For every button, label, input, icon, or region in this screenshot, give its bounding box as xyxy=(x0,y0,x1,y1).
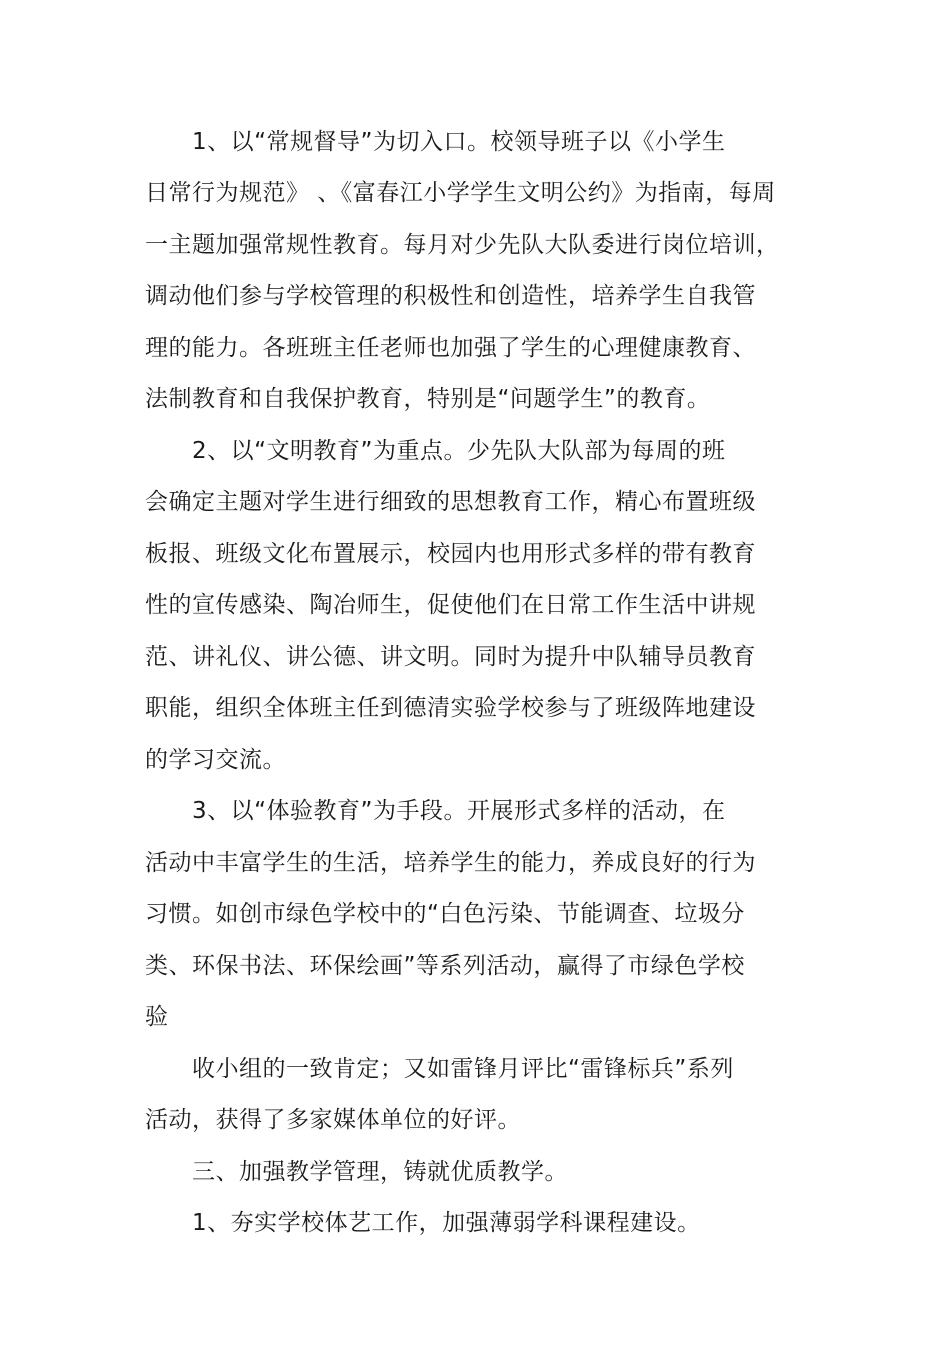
text-line: 一主题加强常规性教育。每月对少先队大队委进行岗位培训， xyxy=(145,232,780,258)
text-line: 的学习交流。 xyxy=(145,747,286,773)
text-line: 日常行为规范》 、《富春江小学学生文明公约》为指南，每周 xyxy=(145,180,776,206)
text-line: 活动中丰富学生的生活，培养学生的能力，养成良好的行为 xyxy=(145,850,756,876)
text-line: 活动，获得了多家媒体单位的好评。 xyxy=(145,1107,521,1133)
text-line: 习惯。如创市绿色学校中的“白色污染、节能调查、垃圾分 xyxy=(145,901,745,927)
text-line: 收小组的一致肯定；又如雷锋月评比“雷锋标兵”系列 xyxy=(192,1056,734,1082)
text-line: 会确定主题对学生进行细致的思想教育工作，精心布置班级 xyxy=(145,489,756,515)
text-line: 验 xyxy=(145,1004,169,1030)
text-line: 法制教育和自我保护教育，特别是“问题学生”的教育。 xyxy=(145,386,711,412)
text-line: 3、以“体验教育”为手段。开展形式多样的活动，在 xyxy=(192,798,726,824)
section-heading: 三、加强教学管理，铸就优质教学。 xyxy=(192,1159,568,1185)
text-line: 1、以“常规督导”为切入口。校领导班子以《小学生 xyxy=(192,129,726,155)
text-line: 职能，组织全体班主任到德清实验学校参与了班级阵地建设 xyxy=(145,695,756,721)
text-line: 理的能力。各班班主任老师也加强了学生的心理健康教育、 xyxy=(145,335,756,361)
text-line: 类、环保书法、环保绘画”等系列活动，赢得了市绿色学校 xyxy=(145,953,745,979)
text-line: 2、以“文明教育”为重点。少先队大队部为每周的班 xyxy=(192,438,726,464)
text-line: 性的宣传感染、陶冶师生，促使他们在日常工作生活中讲规 xyxy=(145,592,756,618)
text-line: 1、夯实学校体艺工作，加强薄弱学科课程建设。 xyxy=(192,1210,701,1236)
text-line: 调动他们参与学校管理的积极性和创造性，培养学生自我管 xyxy=(145,283,756,309)
text-line: 板报、班级文化布置展示，校园内也用形式多样的带有教育 xyxy=(145,541,756,567)
text-line: 范、讲礼仪、讲公德、讲文明。同时为提升中队辅导员教育 xyxy=(145,644,756,670)
